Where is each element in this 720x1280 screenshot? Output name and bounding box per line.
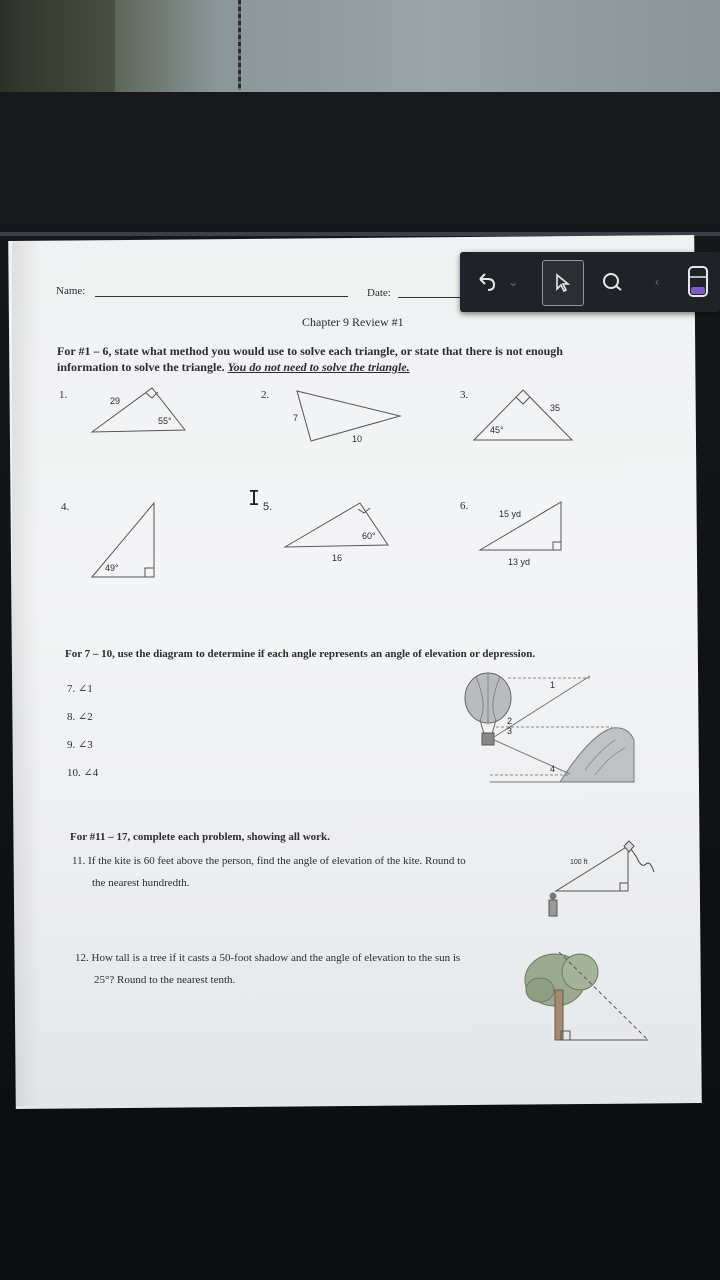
triangle-5-side: 16 [332, 553, 343, 563]
diagram-angle-1: 1 [550, 680, 556, 690]
angle-7: 7. ∠1 [67, 683, 93, 695]
select-tool-button[interactable] [542, 260, 584, 306]
undo-icon [475, 271, 497, 293]
chevron-down-icon: ⌄ [507, 275, 519, 289]
triangle-1-angle: 55° [158, 416, 172, 426]
page-title: Chapter 9 Review #1 [302, 315, 404, 329]
triangle-6-base: 13 yd [508, 557, 531, 567]
question-11-text-2: the nearest hundredth. [92, 877, 190, 889]
triangle-1-side: 29 [110, 396, 121, 406]
problem-5-number: 5. [263, 501, 273, 513]
question-11-text: 11. If the kite is 60 feet above the person, find the angle of elevation of the kite. Round to [72, 855, 466, 867]
problem-1-number: 1. [59, 389, 68, 401]
intro-text-2: information to solve the triangle. You do not need to solve the triangle. [57, 360, 410, 374]
date-label: Date: [367, 287, 391, 299]
diagram-angle-4: 4 [550, 764, 556, 774]
triangle-3-angle: 45° [490, 425, 504, 435]
section-2-heading: For 7 – 10, use the diagram to determine if each angle represents an angle of elevation or depression. [65, 648, 536, 660]
section-3-heading: For #11 – 17, complete each problem, showing all work. [70, 831, 330, 843]
question-12-text: 12. How tall is a tree if it casts a 50-foot shadow and the angle of elevation to the sun is [75, 952, 461, 964]
triangle-6-hyp: 15 yd [499, 509, 522, 519]
undo-dropdown-button[interactable] [504, 260, 522, 304]
search-button[interactable] [592, 260, 632, 304]
problem-4-number: 4. [61, 501, 70, 513]
diagram-angle-2: 2 [507, 716, 513, 726]
triangle-4-angle: 49° [105, 563, 119, 573]
angle-10: 10. ∠4 [67, 767, 99, 779]
triangle-3-side: 35 [550, 403, 561, 413]
chevron-left-icon: ‹ [654, 275, 660, 289]
angle-8: 8. ∠2 [67, 711, 93, 723]
name-label: Name: [56, 285, 86, 297]
problem-2-number: 2. [261, 389, 270, 401]
search-icon [600, 271, 624, 293]
triangle-5-angle: 60° [362, 531, 376, 541]
text-cursor-icon: I [248, 486, 261, 510]
kite-string-label: 100 ft [570, 859, 588, 866]
ink-toolbar [460, 252, 720, 312]
pen-holder-icon [686, 265, 710, 299]
question-12-text-2: 25°? Round to the nearest tenth. [94, 974, 236, 986]
diagram-angle-3: 3 [507, 726, 513, 736]
problem-3-number: 3. [460, 389, 469, 401]
problem-6-number: 6. [460, 500, 469, 512]
scroll-left-button[interactable] [646, 260, 668, 304]
undo-button[interactable] [466, 260, 506, 304]
tree [525, 954, 598, 1040]
triangle-2-base: 10 [352, 434, 363, 444]
pen-tool-button[interactable] [678, 260, 718, 304]
intro-text: For #1 – 6, state what method you would use to solve each triangle, or state that there is not enough [57, 344, 563, 358]
angle-9: 9. ∠3 [67, 739, 93, 751]
select-cursor-icon [553, 272, 573, 294]
triangle-2-side: 7 [293, 413, 299, 423]
